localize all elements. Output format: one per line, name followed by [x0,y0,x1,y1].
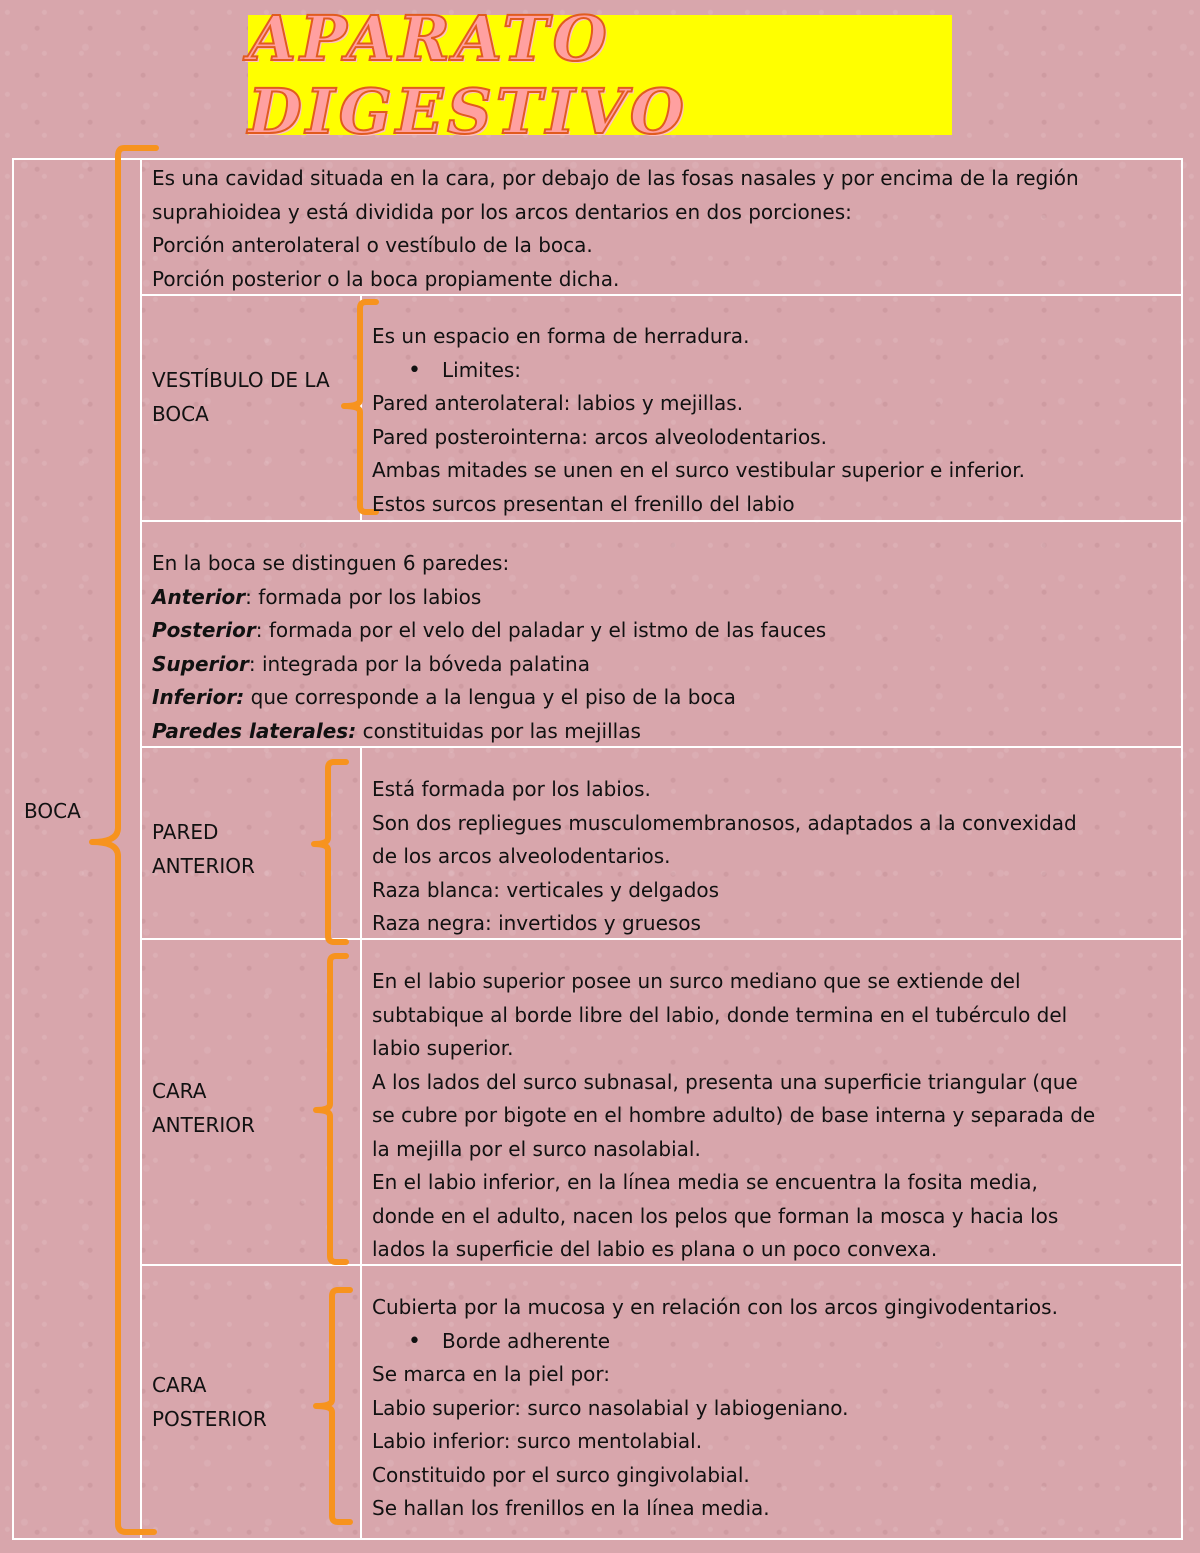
text-line: Son dos repliegues musculomembranosos, adaptados a la convexidad [372,810,1077,835]
cara-anterior-label [152,1075,255,1142]
text-line: se cubre por bigote en el hombre adulto) de base interna y separada de [372,1103,1096,1127]
text-line: En el labio superior posee un surco mediano que se extiende del [372,969,1021,993]
text-line: Porción posterior o la boca propiamente dicha. [152,266,620,291]
pared-desc: integrada por la bóveda palatina [255,651,590,676]
label-line: ANTERIOR [152,1112,255,1137]
text-line: En el labio inferior, en la línea media se encuentra la fosita media, [372,1170,1038,1194]
bullet-item: • Limites: [372,354,1025,388]
text-line: Constituido por el surco gingivolabial. [372,1462,750,1487]
text-line: Labio inferior: surco mentolabial. [372,1429,703,1453]
pared-term: Superior [152,651,249,676]
pared-desc: formada por el velo del paladar y el istmo de las fauces [262,618,827,642]
text-line: la mejilla por el surco nasolabial. [372,1136,701,1161]
pared-term: Paredes laterales: [152,718,357,743]
text-line: Está formada por los labios. [372,777,651,801]
pared-desc: formada por los labios [251,584,482,609]
text-line: subtabique al borde libre del labio, donde termina en el tubérculo del [372,1002,1068,1027]
label-line: PARED [152,820,219,844]
pared-term: Inferior: [152,685,245,709]
text-line: Pared posterointerna: arcos alveolodentarios. [372,424,827,449]
label-line: BOCA [152,401,209,426]
text-line: Es una cavidad situada en la cara, por debajo de las fosas nasales y por encima de la región [152,166,1079,190]
pared-item [152,581,826,615]
text-line: Es un espacio en forma de herradura. [372,324,750,348]
text-line: Raza blanca: verticales y delgados [372,877,720,902]
text-line: En la boca se distinguen 6 paredes: [152,551,510,575]
cara-posterior-text [372,1291,1058,1526]
pared-sep: : [248,651,256,676]
pared-sep: : [245,584,252,609]
paredes-text [152,547,826,748]
pared-desc: constituidas por las mejillas [356,718,641,743]
text-line: Estos surcos presentan el frenillo del labio [372,491,795,516]
boca-label: BOCA [24,799,81,823]
label-line: VESTÍBULO DE LA [152,368,330,392]
text-line: donde en el adulto, nacen los pelos que forman la mosca y hacia los [372,1203,1059,1228]
pared-item [152,681,826,715]
text-line: Se hallan los frenillos en la línea media. [372,1496,770,1520]
pared-term: Posterior [152,618,256,642]
cara-posterior-label [152,1369,267,1436]
text-line: Labio superior: surco nasolabial y labiogeniano. [372,1395,849,1420]
text-line: Se marca en la piel por: [372,1362,611,1386]
text-line: Pared anterolateral: labios y mejillas. [372,391,744,415]
label-line: ANTERIOR [152,853,255,878]
vestibulo-text [372,320,1025,521]
text-line: Cubierta por la mucosa y en relación con los arcos gingivodentarios. [372,1295,1058,1319]
text-line: lados la superficie del labio es plana o un poco convexa. [372,1237,938,1261]
pared-term: Anterior [152,584,246,609]
label-line: CARA [152,1079,207,1103]
text-line: de los arcos alveolodentarios. [372,844,671,868]
pared-item [152,614,826,648]
pared-anterior-text [372,773,1077,941]
bullet-item: • Borde adherente [372,1325,1058,1359]
text-line: suprahioidea y está dividida por los arcos dentarios en dos porciones: [152,199,852,224]
brace-boca [92,148,156,1532]
pared-desc: que corresponde a la lengua y el piso de la boca [244,685,736,709]
label-line: CARA [152,1373,207,1397]
text-line: Porción anterolateral o vestíbulo de la boca. [152,233,593,257]
pared-item [152,648,826,682]
text-line: Ambas mitades se unen en el surco vestibular superior e inferior. [372,458,1026,482]
pared-sep: : [255,618,263,642]
pared-anterior-label [152,816,255,883]
page-title: APARATO DIGESTIVO [248,2,688,148]
brace-pared-anterior [314,762,346,942]
text-line: Raza negra: invertidos y gruesos [372,911,701,935]
intro-text [152,162,1079,296]
cara-anterior-text [372,965,1095,1267]
vestibulo-label [152,364,330,431]
text-line: A los lados del surco subnasal, presenta una superficie triangular (que [372,1069,1078,1094]
label-line: POSTERIOR [152,1406,267,1431]
brace-cara-posterior [316,1290,350,1522]
pared-item [152,715,826,749]
brace-cara-anterior [316,956,346,1262]
text-line: labio superior. [372,1036,514,1060]
